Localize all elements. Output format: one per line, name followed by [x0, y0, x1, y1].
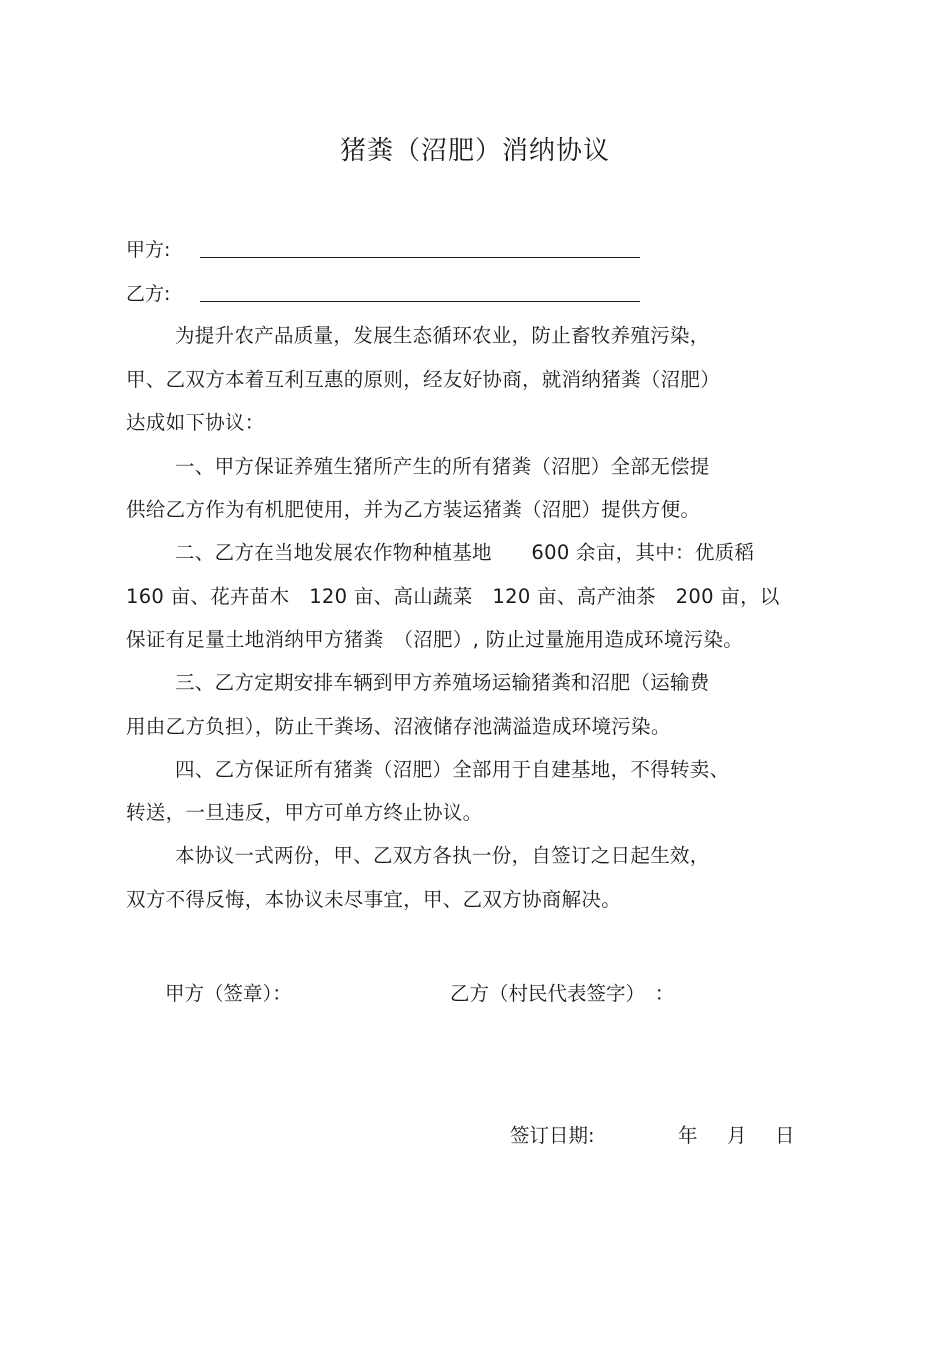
intro-line-1: 为提升农产品质量，发展生态循环农业，防止畜牧养殖污染， — [175, 324, 710, 347]
clause-2-line-3: 保证有足量土地消纳甲方猪粪 （沼肥）, 防止过量施用造成环境污染。 — [126, 628, 744, 651]
document-title: 猪粪（沼肥）消纳协议 — [339, 136, 610, 166]
date-day: 日 — [775, 1124, 795, 1147]
closing-line-2: 双方不得反悔，本协议未尽事宜，甲、乙双方协商解决。 — [126, 888, 622, 911]
intro-line-2: 甲、乙双方本着互利互惠的原则，经友好协商，就消纳猪粪（沼肥） — [126, 368, 721, 391]
clause-3-line-2: 用由乙方负担），防止干粪场、沼液储存池满溢造成环境污染。 — [126, 715, 671, 738]
clause-2-line-1: 二、乙方在当地发展农作物种植基地 600 余亩，其中：优质稻 — [175, 541, 755, 564]
clause-1-line-1: 一、甲方保证养殖生猪所产生的所有猪粪（沼肥）全部无偿提 — [175, 455, 710, 478]
intro-line-3: 达成如下协议： — [126, 411, 265, 434]
signing-date-label: 签订日期: — [510, 1124, 595, 1147]
party-b-blank-line — [200, 301, 640, 302]
clause-4-line-1: 四、乙方保证所有猪粪（沼肥）全部用于自建基地，不得转卖、 — [175, 758, 730, 781]
clause-1-line-2: 供给乙方作为有机肥使用，并为乙方装运猪粪（沼肥）提供方便。 — [126, 498, 701, 521]
date-year: 年 — [678, 1124, 698, 1147]
clause-2-line-2: 160 亩、花卉苗木 120 亩、高山蔬菜 120 亩、高产油茶 200 亩，以 — [126, 585, 780, 608]
party-a-label: 甲方: — [126, 239, 171, 261]
party-b-row — [126, 279, 198, 306]
clause-3-line-1: 三、乙方定期安排车辆到甲方养殖场运输猪粪和沼肥（运输费 — [175, 671, 710, 694]
party-a-blank-line — [200, 257, 640, 258]
party-b-signature-label: 乙方（村民代表签字） ： — [450, 982, 675, 1005]
closing-line-1: 本协议一式两份，甲、乙双方各执一份，自签订之日起生效， — [175, 844, 710, 867]
date-month: 月 — [727, 1124, 747, 1147]
party-a-signature-label: 甲方（签章）： — [165, 982, 292, 1005]
party-b-label: 乙方: — [126, 283, 171, 305]
party-a-row — [126, 235, 198, 262]
clause-4-line-2: 转送，一旦违反，甲方可单方终止协议。 — [126, 801, 483, 824]
